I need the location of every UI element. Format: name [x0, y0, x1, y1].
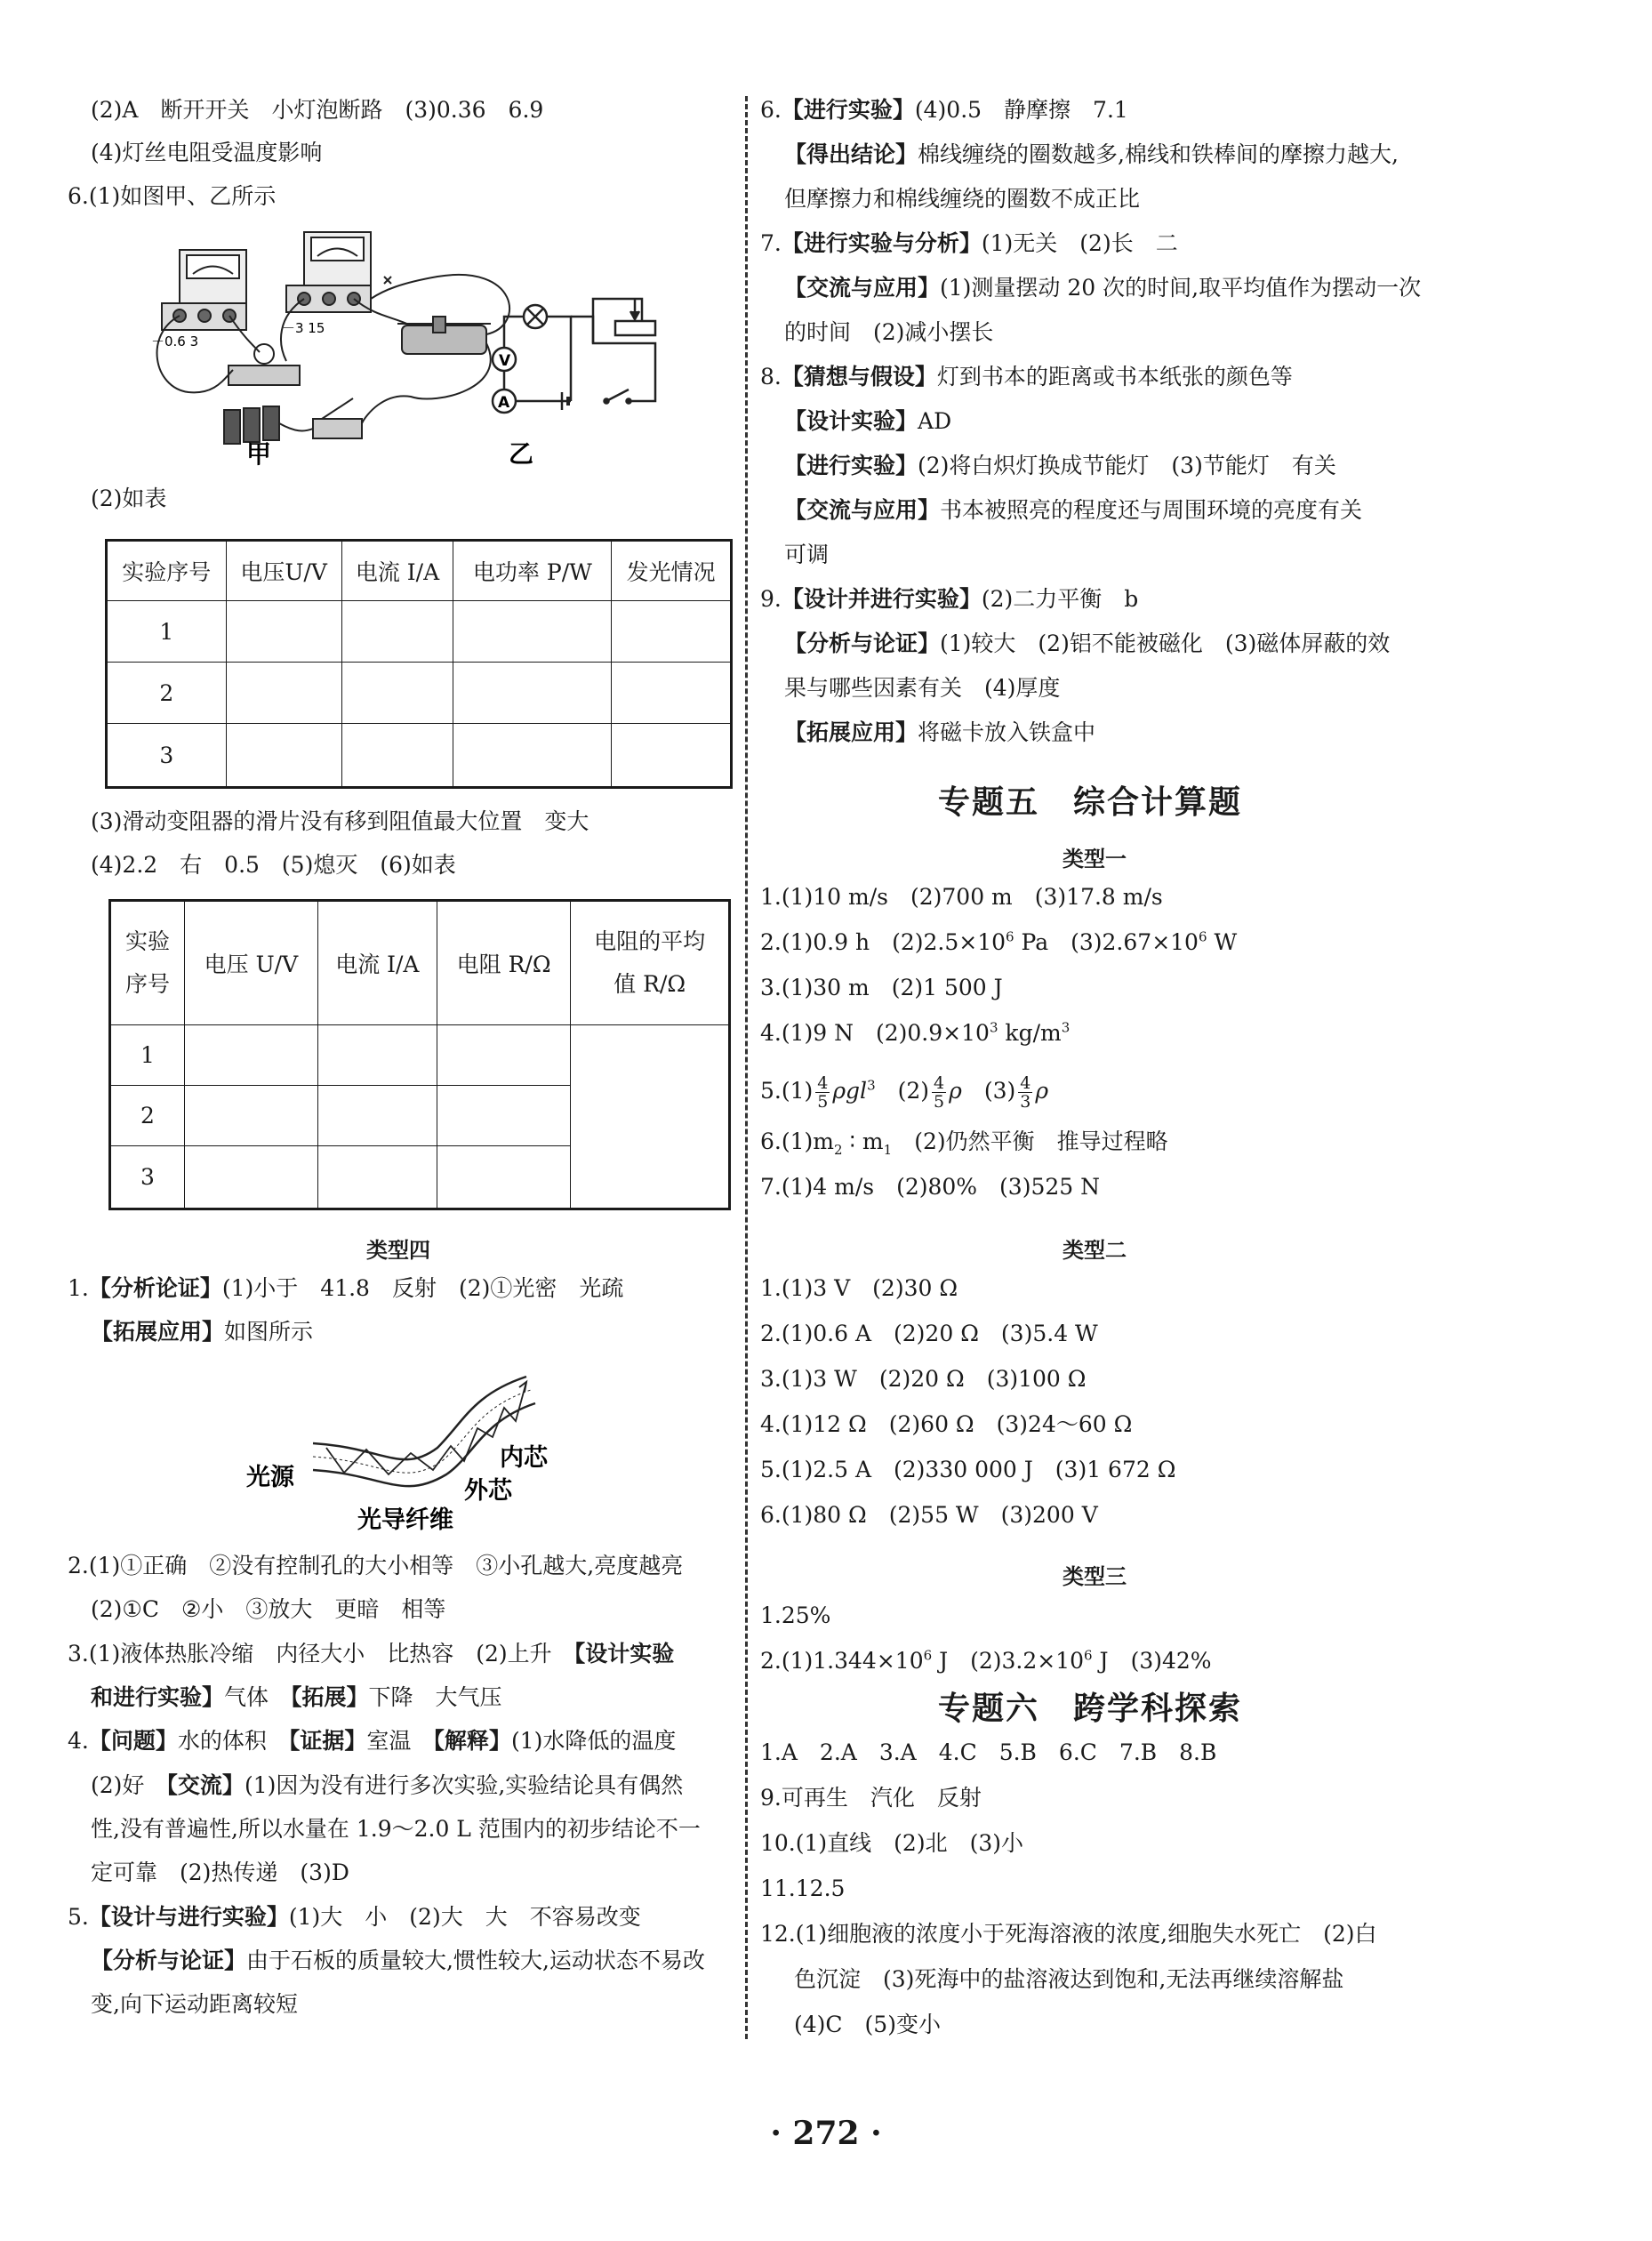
table-row: 2 [110, 1086, 730, 1146]
column-divider [745, 96, 748, 2039]
fraction: $\frac{4}{5}$ [817, 1073, 829, 1112]
answer-line: 【分析与论证】(1)较大 (2)铝不能被磁化 (3)磁体屏蔽的效 [784, 631, 1391, 656]
answer-line: 【交流与应用】书本被照亮的程度还与周围环境的亮度有关 [784, 497, 1363, 523]
answer-line: 12.(1)细胞液的浓度小于死海溶液的浓度,细胞失水死亡 (2)白 [760, 1921, 1377, 1947]
answer-line: 定可靠 (2)热传递 (3)D [91, 1859, 349, 1885]
answer-line: 3.(1)3 W (2)20 Ω (3)100 Ω [760, 1366, 1087, 1392]
answer-line: 8.【猜想与假设】灯到书本的距离或书本纸张的颜色等 [760, 364, 1293, 390]
svg-text:V: V [499, 352, 511, 370]
voltmeter-symbol [493, 348, 516, 371]
answer-line: 1.【分析论证】(1)小于 41.8 反射 (2)①光密 光疏 [68, 1275, 624, 1301]
table-row: 2 [107, 663, 732, 724]
answer-line: 9.【设计并进行实验】(2)二力平衡 b [760, 586, 1139, 612]
ammeter-scale-label: －0.6 3 [151, 333, 199, 349]
answer-line: (4)灯丝电阻受温度影响 [91, 140, 323, 165]
table-header: 电压U/V [226, 541, 341, 601]
data-table-1 [105, 539, 733, 789]
answer-line: 可调 [784, 542, 830, 567]
fiber-inner-label: 内芯 [500, 1444, 548, 1472]
circuit-figure [144, 228, 695, 468]
figure-label-b: 乙 [509, 439, 534, 469]
answer-line: 色沉淀 (3)死海中的盐溶液达到饱和,无法再继续溶解盐 [794, 1966, 1344, 1992]
answer-line: 1.A 2.A 3.A 4.C 5.B 6.C 7.B 8.B [760, 1739, 1217, 1765]
table-header: 电阻 R/Ω [437, 901, 570, 1025]
table-header: 电流 I/A [341, 541, 453, 601]
table-header: 电功率 P/W [453, 541, 612, 601]
answer-line: 【进行实验】(2)将白炽灯换成节能灯 (3)节能灯 有关 [784, 453, 1336, 478]
answer-line: 4.(1)12 Ω (2)60 Ω (3)24～60 Ω [760, 1411, 1133, 1437]
rheostat-icon [397, 317, 491, 354]
answer-line: 1.(1)3 V (2)30 Ω [760, 1275, 958, 1301]
table-header: 电阻的平均 值 R/Ω [571, 901, 730, 1025]
fiber-outer-label: 外芯 [464, 1477, 512, 1505]
answer-line: 3.(1)液体热胀冷缩 内径大小 比热容 (2)上升 【设计实验 [68, 1641, 675, 1667]
answer-line: 果与哪些因素有关 (4)厚度 [784, 675, 1061, 701]
answer-line: 7.【进行实验与分析】(1)无关 (2)长 二 [760, 230, 1178, 256]
section-subtitle: 类型四 [366, 1238, 430, 1263]
rheostat-symbol [615, 299, 655, 335]
fraction: $\frac{4}{3}$ [1020, 1073, 1031, 1112]
lamp-symbol [524, 305, 547, 328]
answer-line: (4)C (5)变小 [794, 2012, 941, 2037]
answer-line: 性,没有普遍性,所以水量在 1.9～2.0 L 范围内的初步结论不一 [91, 1816, 701, 1842]
voltmeter-scale-label: －3 15 [282, 320, 325, 336]
answer-line: 6.(1)80 Ω (2)55 W (3)200 V [760, 1502, 1098, 1528]
answer-line: 1.(1)10 m/s (2)700 m (3)17.8 m/s [760, 884, 1163, 910]
switch-symbol [605, 390, 631, 404]
answer-line: 9.可再生 汽化 反射 [760, 1785, 982, 1811]
answer-line: (4)2.2 右 0.5 (5)熄灭 (6)如表 [91, 852, 456, 878]
answer-line: 【拓展应用】将磁卡放入铁盒中 [784, 719, 1096, 745]
voltmeter-icon [286, 232, 371, 312]
answer-line: 【分析与论证】由于石板的质量较大,惯性较大,运动状态不易改 [91, 1948, 705, 1973]
answer-line: 和进行实验】气体 【拓展】下降 大气压 [91, 1684, 502, 1710]
svg-text:A: A [498, 394, 510, 412]
section-title: 专题五 综合计算题 [938, 784, 1243, 821]
table-header: 发光情况 [612, 541, 732, 601]
section-subtitle: 类型三 [1063, 1564, 1127, 1589]
answer-line: 【设计实验】AD [784, 408, 952, 434]
fraction: $\frac{4}{5}$ [934, 1073, 945, 1112]
table-row: 1 [107, 601, 732, 663]
section-subtitle: 类型二 [1063, 1238, 1127, 1263]
fiber-caption: 光导纤维 [357, 1506, 453, 1534]
answer-line: 变,向下运动距离较短 [91, 1991, 298, 2017]
section-subtitle: 类型一 [1063, 847, 1127, 872]
answer-line: 6.【进行实验】(4)0.5 静摩擦 7.1 [760, 97, 1128, 123]
answer-line: 2.(1)0.6 A (2)20 Ω (3)5.4 W [760, 1321, 1098, 1346]
answer-line: 1.25% [760, 1602, 831, 1628]
answer-line: 5.(1) $\frac{4}{5}$ ρgl$^3$ (2) $\frac{4}{5}$ ρ (3) $\frac{4}{3}$ ρ [760, 1073, 1049, 1112]
data-table-2 [108, 899, 731, 1210]
answer-line: 【交流与应用】(1)测量摆动 20 次的时间,取平均值作为摆动一次 [784, 275, 1422, 301]
table-row: 3 [110, 1146, 730, 1209]
answer-line: 5.(1)2.5 A (2)330 000 J (3)1 672 Ω [760, 1457, 1176, 1482]
answer-line: 的时间 (2)减小摆长 [784, 319, 994, 345]
table-row: 3 [107, 724, 732, 788]
answer-line: 4.(1)9 N $(2)0.9\times 10^3$ $kg/m^3$ [760, 1019, 1071, 1046]
answer-line: 11.12.5 [760, 1876, 846, 1901]
fiber-source-label: 光源 [246, 1464, 294, 1491]
answer-line: (2)①C ②小 ③放大 更暗 相等 [91, 1596, 446, 1622]
table-header: 实验 序号 [110, 901, 185, 1025]
answer-line: 但摩擦力和棉线缠绕的圈数不成正比 [784, 186, 1141, 212]
section-title: 专题六 跨学科探索 [938, 1691, 1243, 1727]
answer-line: 6.(1)如图甲、乙所示 [68, 183, 277, 209]
answer-line: (2)好 【交流】(1)因为没有进行多次实验,实验结论具有偶然 [91, 1772, 684, 1798]
answer-line: 2.(1)①正确 ②没有控制孔的大小相等 ③小孔越大,亮度越亮 [68, 1553, 684, 1578]
answer-line: 3.(1)30 m (2)1 500 J [760, 975, 1003, 1000]
answer-line: (2)如表 [91, 486, 167, 511]
answer-line: (2)A 断开开关 小灯泡断路 (3)0.36 6.9 [91, 97, 544, 123]
bulb-icon [229, 344, 300, 385]
answer-line: 10.(1)直线 (2)北 (3)小 [760, 1830, 1023, 1856]
figure-label-a: 甲 [246, 439, 272, 469]
table-header: 电压 U/V [185, 901, 318, 1025]
switch-icon [313, 398, 362, 438]
table-header: 实验序号 [107, 541, 227, 601]
answer-line: 【拓展应用】如图所示 [91, 1319, 314, 1345]
ammeter-symbol [493, 390, 516, 413]
answer-line: 【得出结论】棉线缠绕的圈数越多,棉线和铁棒间的摩擦力越大, [784, 141, 1399, 167]
answer-line: $2.(1)1.344\times 10^6$ J $(2)3.2\times 10^6$ J (3)42% [760, 1647, 1212, 1674]
answer-line: 2.(1)0.9 h $(2)2.5\times 10^6$ Pa $(3)2.67\times 10^6$ W [760, 928, 1238, 955]
answer-line: 7.(1)4 m/s (2)80% (3)525 N [760, 1174, 1101, 1200]
battery-icon [224, 406, 279, 444]
table-header: 电流 I/A [317, 901, 437, 1025]
page-number: · 272 · [770, 2115, 882, 2152]
answer-line: 4.【问题】水的体积 【证据】室温 【解释】(1)水降低的温度 [68, 1728, 677, 1754]
optical-fiber-figure [246, 1359, 615, 1537]
answer-line: (3)滑动变阻器的滑片没有移到阻值最大位置 变大 [91, 808, 589, 834]
answer-line: 5.【设计与进行实验】(1)大 小 (2)大 大 不容易改变 [68, 1904, 641, 1930]
table-row: 1 [110, 1025, 730, 1086]
answer-line: $6.(1)m_2$ ∶ $m_1$ (2)仍然平衡 推导过程略 [760, 1129, 1168, 1158]
